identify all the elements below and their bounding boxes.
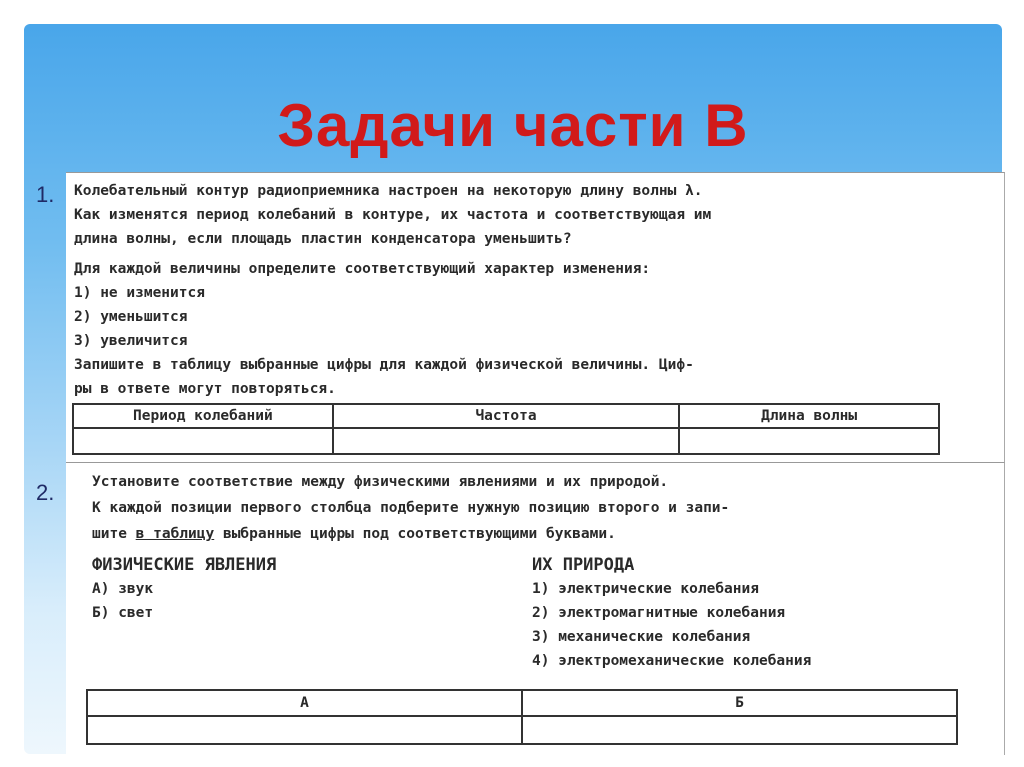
task-1-line: длина волны, если площадь пластин конденсатора уменьшить? xyxy=(74,231,572,247)
task-1-note: ры в ответе могут повторяться. xyxy=(74,381,336,397)
nature-header: ИХ ПРИРОДА xyxy=(532,555,635,575)
answer-cell-a[interactable] xyxy=(87,716,522,744)
answer-cell-frequency[interactable] xyxy=(333,428,679,454)
phenomenon-item: Б) свет xyxy=(92,605,154,621)
task-2-number: 2. xyxy=(36,480,55,505)
task-1-option: 3) увеличится xyxy=(74,333,188,349)
task-1-note: Запишите в таблицу выбранные цифры для каждой физической величины. Циф- xyxy=(74,357,694,373)
nature-item: 1) электрические колебания xyxy=(532,581,759,597)
nature-column xyxy=(532,553,811,673)
phenomenon-item: А) звук xyxy=(92,581,154,597)
task-2-line: шите в таблицу выбранные цифры под соответствующими буквами. xyxy=(92,526,616,542)
task-2-scan xyxy=(66,462,1005,755)
task-1-option: 2) уменьшится xyxy=(74,309,188,325)
task-1-instruction: Для каждой величины определите соответствующий характер изменения: xyxy=(74,261,651,277)
answer-cell-b[interactable] xyxy=(522,716,957,744)
phenomena-column xyxy=(92,553,276,625)
answer-header-a: А xyxy=(87,690,522,716)
task-1-answer-table xyxy=(72,403,940,455)
answer-header-wavelength: Длина волны xyxy=(679,404,939,428)
answer-cell-wavelength[interactable] xyxy=(679,428,939,454)
task-2-text xyxy=(92,469,964,547)
task-2-line: Установите соответствие между физическими явлениями и их природой. xyxy=(92,474,669,490)
answer-header-b: Б xyxy=(522,690,957,716)
underlined-phrase: в таблицу xyxy=(135,526,215,542)
task-1-scan xyxy=(66,172,1005,463)
matching-columns xyxy=(92,553,952,673)
task-2-line: К каждой позиции первого столбца подберите нужную позицию второго и запи- xyxy=(92,500,730,516)
task-1-text xyxy=(74,179,944,401)
task-1-number: 1. xyxy=(36,182,55,207)
answer-cell-period[interactable] xyxy=(73,428,333,454)
task-2-answer-table xyxy=(86,689,958,745)
phenomena-header: ФИЗИЧЕСКИЕ ЯВЛЕНИЯ xyxy=(92,555,277,575)
task-1-line: Колебательный контур радиоприемника настроен на некоторую длину волны λ. xyxy=(74,183,703,199)
slide-title: Задачи части В xyxy=(277,92,749,159)
task-1-option: 1) не изменится xyxy=(74,285,205,301)
nature-item: 3) механические колебания xyxy=(532,629,751,645)
task-1-line: Как изменятся период колебаний в контуре, их частота и соответствующая им xyxy=(74,207,712,223)
answer-header-period: Период колебаний xyxy=(73,404,333,428)
nature-item: 4) электромеханические колебания xyxy=(532,653,812,669)
answer-header-frequency: Частота xyxy=(333,404,679,428)
nature-item: 2) электромагнитные колебания xyxy=(532,605,786,621)
